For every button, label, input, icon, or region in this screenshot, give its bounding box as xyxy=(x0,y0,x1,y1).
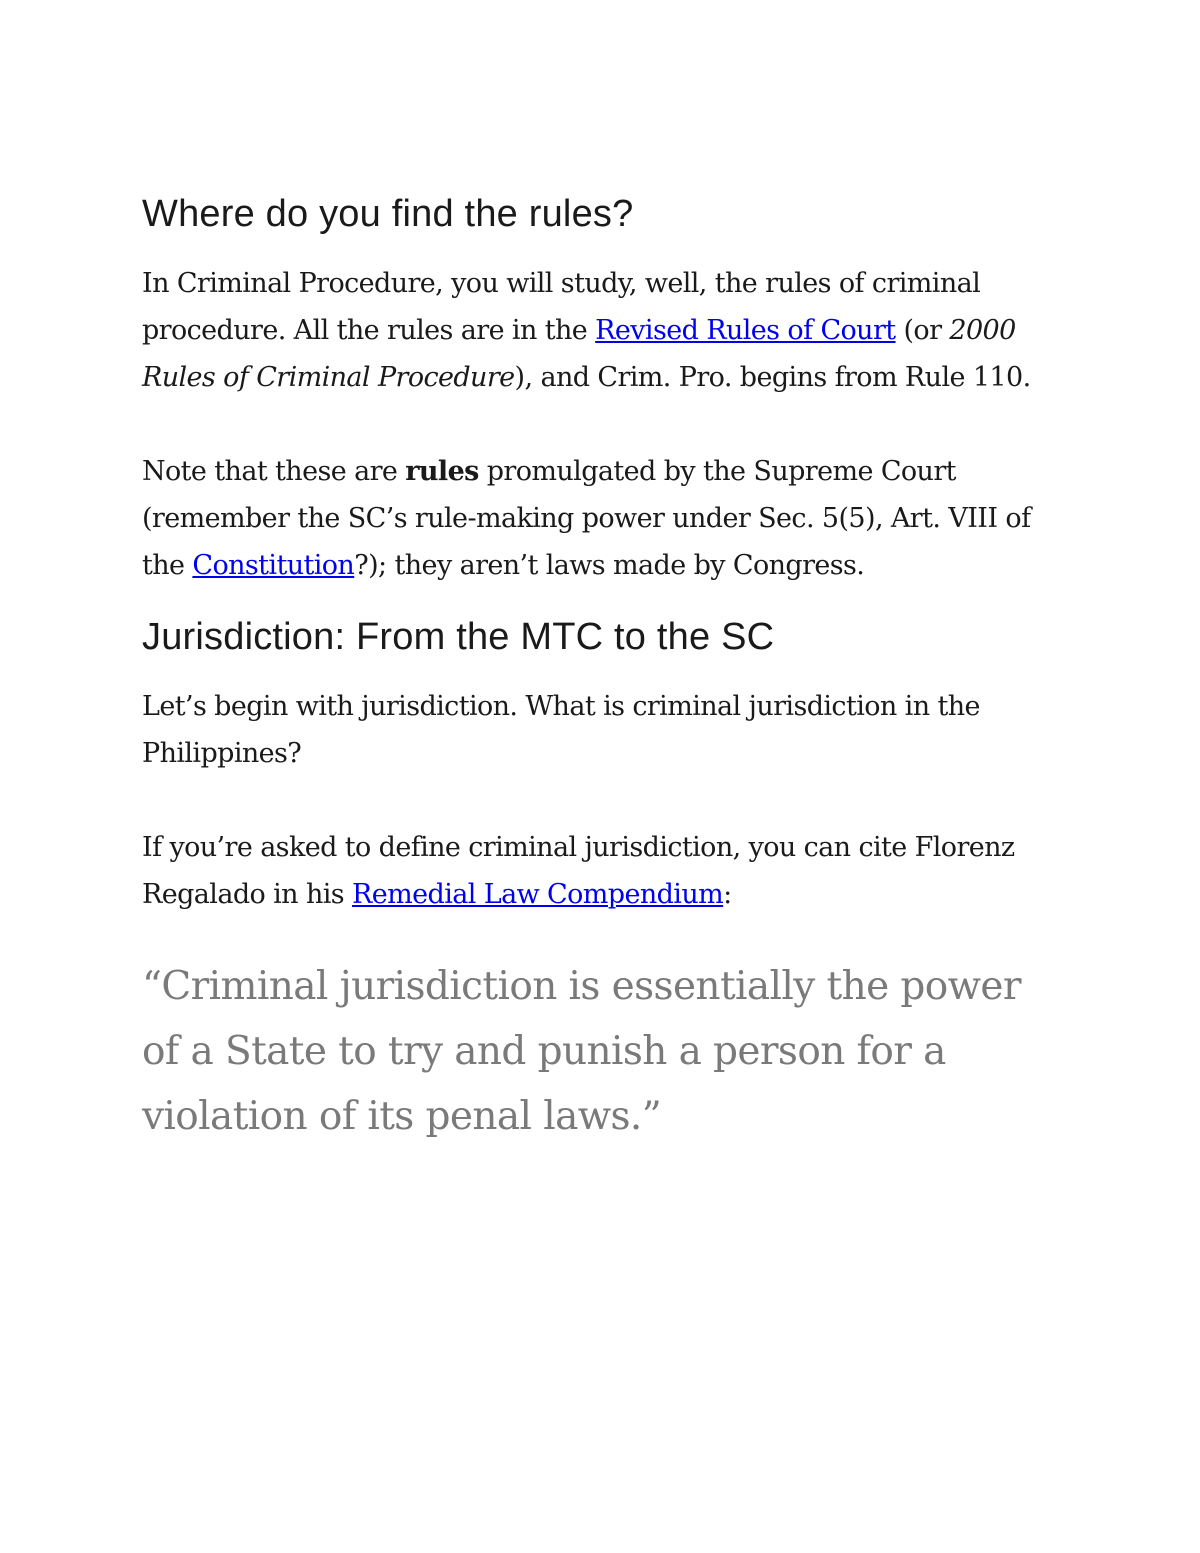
paragraph-rules-note xyxy=(142,448,1062,589)
article-body xyxy=(142,190,1062,1149)
text: If you’re asked to define criminal jurisdiction, you can cite Florenz Regalado in his xyxy=(142,832,1015,910)
section-heading-rules: Where do you find the rules? xyxy=(142,193,634,235)
section-heading-jurisdiction: Jurisdiction: From the MTC to the SC xyxy=(142,616,775,658)
text: : xyxy=(723,879,732,910)
revised-rules-link[interactable]: Revised Rules of Court xyxy=(595,315,896,346)
constitution-link[interactable]: Constitution xyxy=(192,550,355,581)
text: In Criminal Procedure, you will study, well, the rules of criminal procedure. All the rules are in the xyxy=(142,268,981,346)
paragraph-jurisdiction-intro: Let’s begin with jurisdiction. What is criminal jurisdiction in the Philippines? xyxy=(142,691,980,769)
text: Note that these are xyxy=(142,456,406,487)
paragraph-rules-location xyxy=(142,260,1062,401)
pull-quote: “Criminal jurisdiction is essentially the power of a State to try and punish a person for a violation of its penal laws.” xyxy=(142,964,1021,1139)
text: ), and Crim. Pro. begins from Rule 110. xyxy=(514,362,1031,393)
remedial-law-compendium-link[interactable]: Remedial Law Compendium xyxy=(352,879,724,910)
text: promulgated by the Supreme Court (remember the SC’s rule-making power under Sec. 5(5), Art. VIII of the xyxy=(142,456,1031,581)
text: (or xyxy=(895,315,950,346)
text: ?); they aren’t laws made by Congress. xyxy=(354,550,865,581)
bold-text: rules xyxy=(405,456,479,487)
emphasis-text: 2000 Rules of Criminal Procedure xyxy=(142,315,1016,393)
paragraph-jurisdiction-definition xyxy=(142,824,1062,918)
